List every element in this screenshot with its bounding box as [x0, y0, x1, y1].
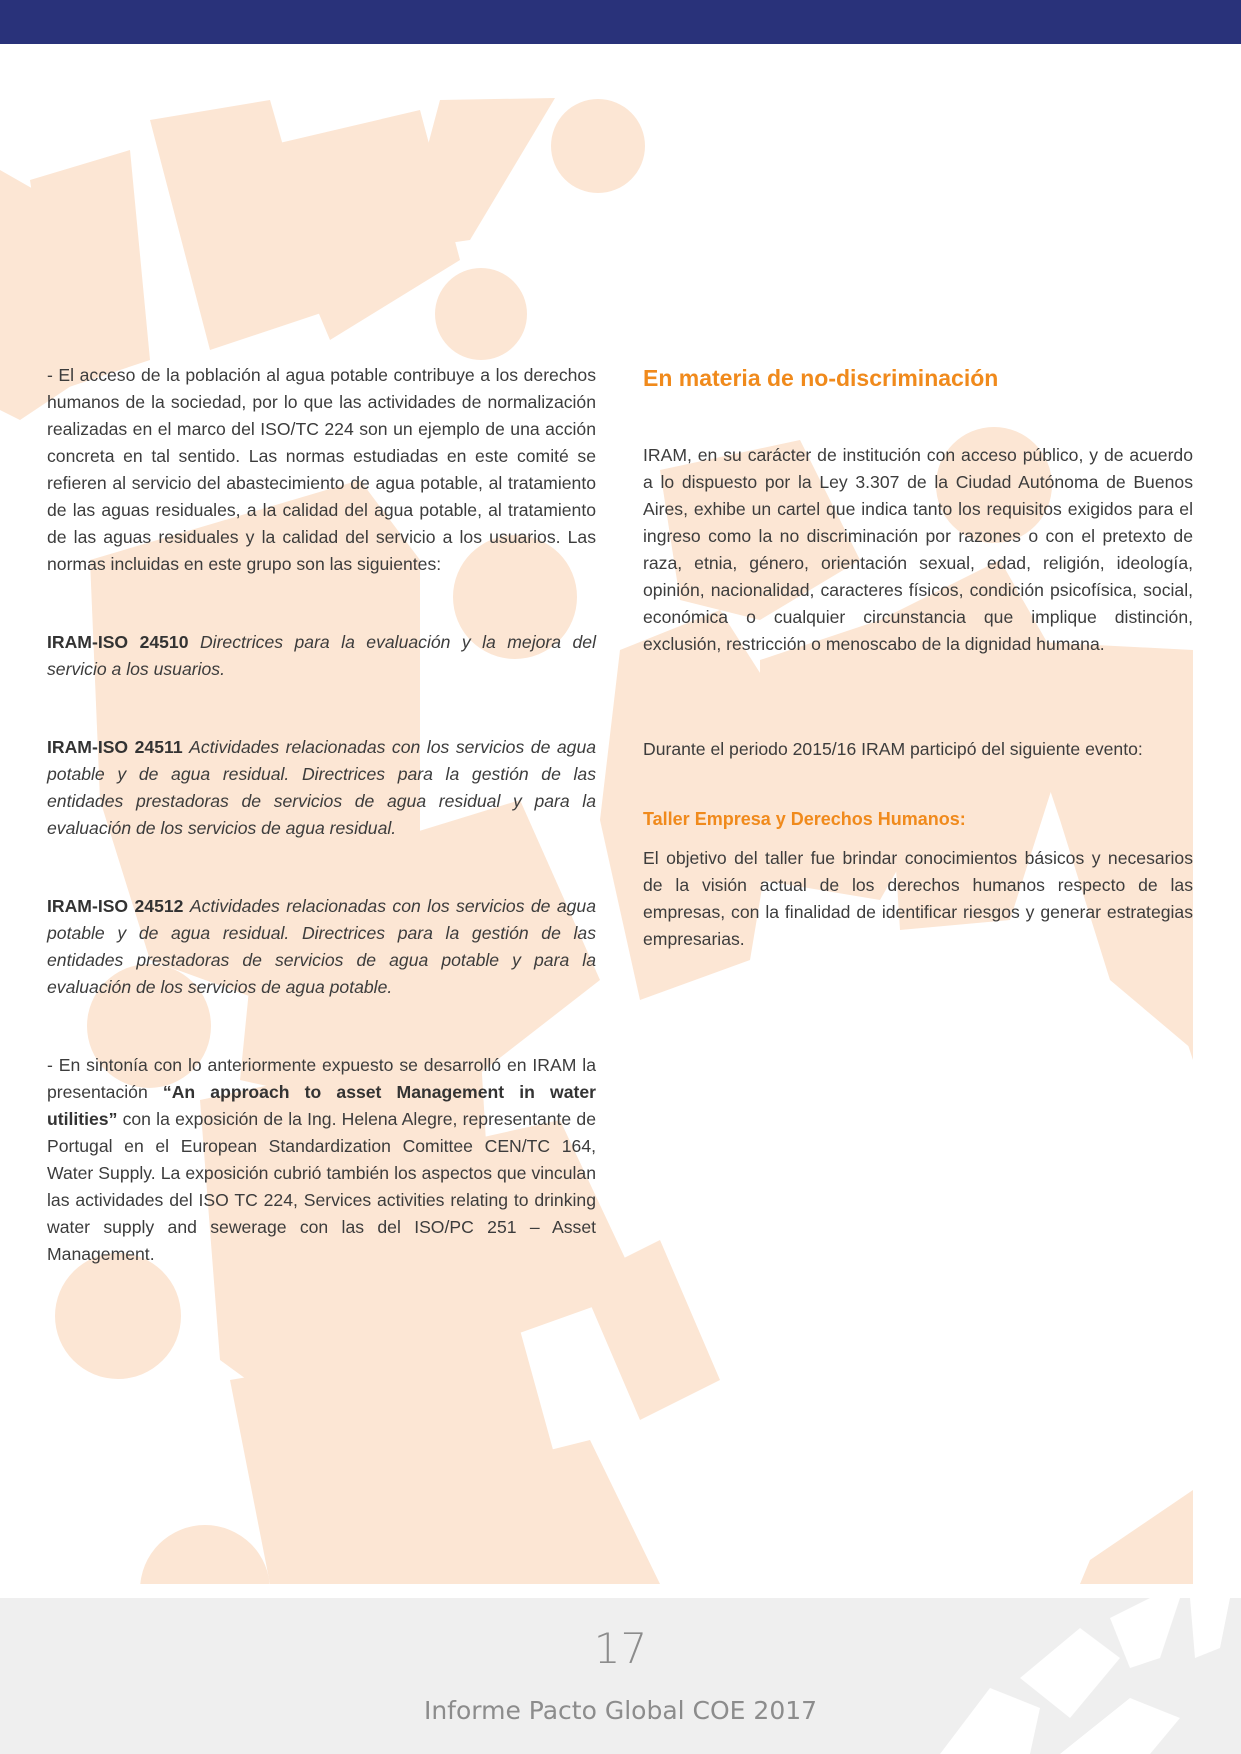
- standard-item: [47, 629, 596, 683]
- standard-title: Actividades relacionadas con los servicios de agua potable y de agua residual. Directrices para la gestión de las entidades prestadoras de servicios de agua residual y para la evaluación de los servicios de agua residual.: [47, 737, 597, 838]
- header-bar: [0, 0, 1241, 44]
- standard-item: [47, 734, 596, 842]
- standard-code: IRAM-ISO 24512: [47, 896, 184, 916]
- report-title: Informe Pacto Global COE 2017: [423, 1696, 818, 1725]
- left-column: [47, 362, 596, 1268]
- paragraph-text: - En sintonía con lo anteriormente expuesto se desarrolló en IRAM la presentación: [47, 1055, 596, 1102]
- presentation-title: “An approach to asset Management in water utilities”: [47, 1082, 596, 1129]
- right-column: [643, 362, 1193, 953]
- asset-management-paragraph: [47, 1052, 596, 1268]
- paragraph-text: con la exposición de la Ing. Helena Alegre, representante de Portugal en el European Standardization Comittee CEN/TC 164, Water Supply. La exposición cubrió también los aspectos que vinculan las actividades del ISO TC 224, Services activities relating to drinking water supply and sewerage con las del ISO/PC 251 – Asset Management.: [47, 1109, 596, 1264]
- standard-title: Directrices para la evaluación y la mejora del servicio a los usuarios.: [47, 632, 596, 679]
- standard-title: Actividades relacionadas con los servicios de agua potable y de agua residual. Directrices para la gestión de las entidades prestadoras de servicios de agua potable y para la evaluación de los servicios de agua potable.: [47, 896, 597, 997]
- standard-code: IRAM-ISO 24510: [47, 632, 189, 652]
- workshop-paragraph: El objetivo del taller fue brindar conocimientos básicos y necesarios de la visión actual de los derechos humanos respecto de las empresas, con la finalidad de identificar riesgos y generar estrategias empresarias.: [643, 848, 1193, 949]
- footer-decoration-graphic: [880, 1598, 1241, 1754]
- water-access-paragraph: - El acceso de la población al agua potable contribuye a los derechos humanos de la sociedad, por lo que las actividades de normalización realizadas en el marco del ISO/TC 224 son un ejemplo de una acción concreta en tal sentido. Las normas estudiadas en este comité se refieren al servicio del abastecimiento de agua potable, al tratamiento de las aguas residuales, a la calidad del agua potable, al tratamiento de las aguas residuales y la calidad del servicio a los usuarios. Las normas incluidas en este grupo son las siguientes:: [47, 365, 596, 574]
- section-heading: En materia de no-discriminación: [643, 365, 999, 391]
- workshop-heading: Taller Empresa y Derechos Humanos:: [643, 809, 966, 829]
- standard-item: [47, 893, 596, 1001]
- standard-code: IRAM-ISO 24511: [47, 737, 183, 757]
- page-footer: [0, 1598, 1241, 1754]
- page-number: 17: [593, 1624, 648, 1673]
- non-discrimination-paragraph: IRAM, en su carácter de institución con acceso público, y de acuerdo a lo dispuesto por la Ley 3.307 de la Ciudad Autónoma de Buenos Aires, exhibe un cartel que indica tanto los requisitos exigidos para el ingreso como la no discriminación por razones o con el pretexto de raza, etnia, género, orientación sexual, edad, religión, ideología, opinión, nacionalidad, caracteres físicos, condición psicofísica, social, económica o cualquier circunstancia que implique distinción, exclusión, restricción o menoscabo de la dignidad humana.: [643, 445, 1193, 654]
- event-intro-paragraph: Durante el periodo 2015/16 IRAM participó del siguiente evento:: [643, 739, 1143, 759]
